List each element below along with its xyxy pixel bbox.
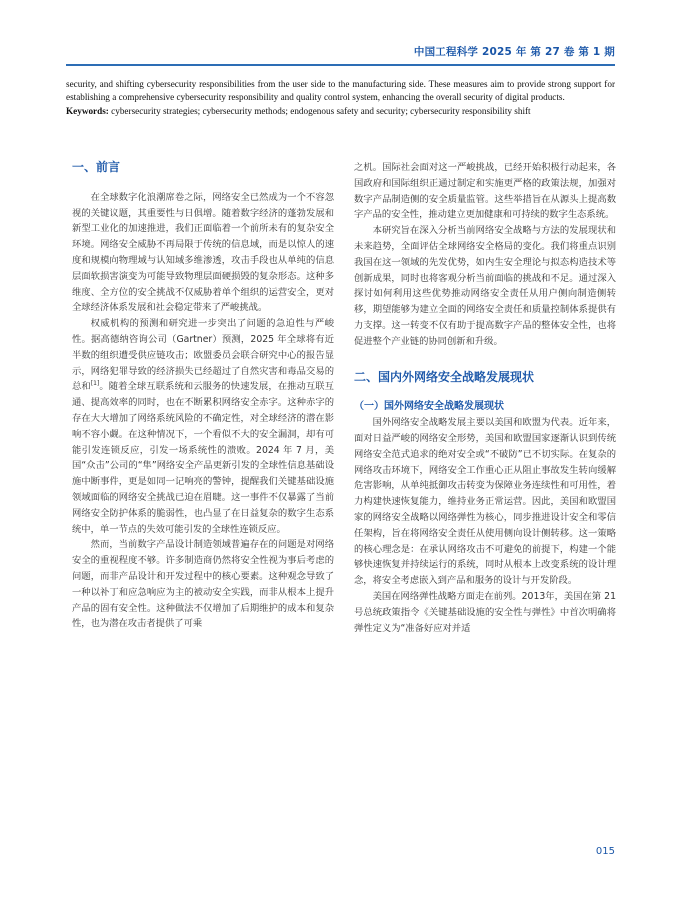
journal-header: 中国工程科学 2025 年 第 27 卷 第 1 期: [413, 46, 615, 58]
section1-para2-a: 权威机构的预测和研究进一步突出了问题的急迫性与严峻性。据高德纳咨询公司（Gartner）预测，2025 年全球将有近半数的组织遭受供应链攻击；欧盟委员会联合研究中心的报告显示，网络犯罪导致的经济损失已经超过了自然灾害和毒品交易的总和: [72, 318, 334, 393]
left-column: [72, 158, 334, 632]
page-number: 015: [595, 846, 615, 857]
section1-para4: 本研究旨在深入分析当前网络安全战略与方法的发展现状和未来趋势，全面评估全球网络安全格局的变化。我们将重点识别我国在这一领域的先发优势，如内生安全理论与拟态构造技术等创新成果，同时也将客观分析当前面临的挑战和不足。通过深入探讨如何利用这些优势推动网络安全责任从用户侧向制造侧转移，期望能够为建立全面的网络安全责任和质量控制体系提供有力支撑。这一转变不仅有助于提高数字产品的整体安全性，也将促进整个产业链的协同创新和升级。: [354, 225, 616, 347]
keywords-text: cybersecurity strategies; cybersecurity methods; endogenous safety and security; cybersecurity responsibility shift: [108, 106, 531, 116]
section1-para3-continued: 之机。国际社会面对这一严峻挑战，已经开始积极行动起来，各国政府和国际组织正通过制定和实施更严格的政策法规，加强对数字产品制造侧的安全质量监管。这些举措旨在从源头上提高数字产品的安全性，推动建立更加健康和可持续的数字生态系统。: [354, 162, 616, 221]
header-rule: [66, 64, 615, 66]
section1-para1: 在全球数字化浪潮席卷之际，网络安全已然成为一个不容忽视的关键议题，其重要性与日俱增。随着数字经济的蓬勃发展和新型工业化的加速推进，我们正面临着一个前所未有的复杂安全环境。网络安全威胁不再局限于传统的信息域，而是以惊人的速度和规模向物理域与认知域多维渗透，攻击手段也从单纯的信息层面软损害演变为可能导致物理层面硬损毁的复杂形态。这种多维度、全方位的安全挑战不仅威胁着单个组织的运营安全，更对全球经济体系发展和社会稳定带来了严峻挑战。: [72, 191, 334, 314]
section2-para1: 国外网络安全战略发展主要以美国和欧盟为代表。近年来，面对日益严峻的网络安全形势，美国和欧盟国家逐渐认识到传统网络安全范式追求的绝对安全或“不破防”已不切实际。在复杂的网络攻击环境下，网络安全工作重心正从阻止事故发生转向缓解危害影响，从单纯抵御攻击转变为保障业务连续性和可用性，着力构建快速恢复能力，维持业务正常运营。因此，美国和欧盟国家的网络安全战略以网络弹性为核心，同步推进设计安全和零信任架构，旨在将网络安全责任从使用侧向设计侧转移。这一策略的核心理念是：在承认网络攻击不可避免的前提下，构建一个能够快速恢复并持续运行的系统，同时从根本上改变系统的设计理念，将安全考虑嵌入到产品和服务的设计与开发阶段。: [354, 417, 616, 587]
section1-para3: 然而，当前数字产品设计制造领域普遍存在的问题是对网络安全的重视程度不够。许多制造商仍然将安全性视为事后考虑的问题，而非产品设计和开发过程中的核心要素。这种观念导致了一种以补丁和应急响应为主的被动安全实践，而非从根本上提升产品的固有安全性。这种做法不仅增加了后期维护的成本和复杂性，也为潜在攻击者提供了可乘: [72, 539, 334, 630]
section-gap: [354, 350, 616, 368]
abstract-block: [66, 78, 615, 118]
right-column: [354, 160, 616, 636]
keywords-line: [66, 105, 615, 118]
section2-subheading: （一）国外网络安全战略发展现状: [354, 401, 504, 413]
section1-heading: 一、前言: [72, 160, 121, 174]
abstract-text: security, and shifting cybersecurity responsibilities from the user side to the manufacturing side. These measures aim to provide strong support for establishing a comprehensive cybersecurity responsibility and quality control system, enhancing the overall security of digital products.: [66, 79, 615, 102]
section1-para2: [72, 316, 334, 537]
keywords-label: Keywords:: [66, 106, 109, 116]
section1-para2-b: 。随着全球互联系统和云服务的快速发展，在推动互联互通、提高效率的同时，也在不断累积网络安全赤字。这种赤字的存在大大增加了网络系统风险的不确定性，对全球经济的潜在影响不容小觑。在这种情况下，一个看似不大的安全漏洞，却有可能引发连锁反应，引发一场系统性的溃败。2024 年 7 月，美国“众击”公司的“隼”网络安全产品更新引发的全球性信息基础设施中断事件，更是如同一记响亮的警钟，提醒我们关键基础设施领域面临的网络安全挑战已迫在眉睫。这一事件不仅暴露了当前网络安全防护体系的脆弱性，也凸显了在日益复杂的数字生态系统中，单一节点的失效可能引发的全球性连锁反应。: [72, 381, 334, 535]
section2-heading: 二、国内外网络安全战略发展现状: [354, 369, 535, 384]
citation-ref: [1]: [90, 380, 100, 388]
section2-para2: 美国在网络弹性战略方面走在前列。2013年，美国在第 21 号总统政策指令《关键基础设施的安全性与弹性》中首次明确将弹性定义为“准备好应对并适: [354, 590, 616, 634]
